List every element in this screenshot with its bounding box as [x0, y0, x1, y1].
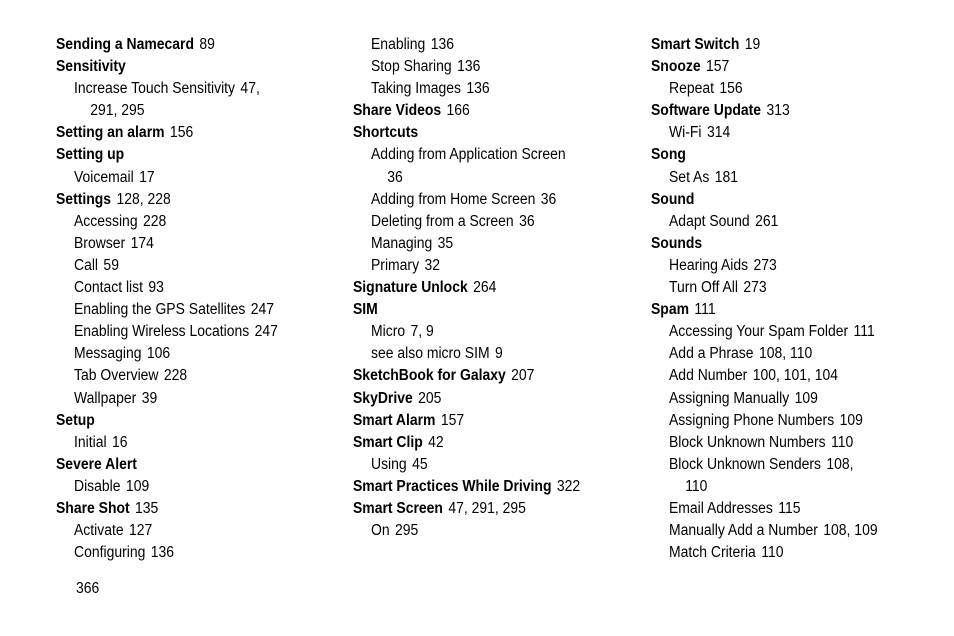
index-term: 110 — [685, 477, 708, 495]
index-term: Manually Add a Number — [669, 522, 818, 540]
index-entry — [353, 410, 614, 432]
index-subentry — [353, 34, 614, 56]
index-term: Accessing — [74, 212, 138, 230]
index-entry — [353, 277, 614, 299]
index-continuation — [56, 100, 317, 122]
index-subentry — [56, 299, 317, 321]
index-page-ref: 136 — [150, 544, 175, 562]
index-entry — [651, 299, 912, 321]
index-subentry — [353, 233, 614, 255]
index-page-ref: 108, 110 — [758, 345, 813, 363]
index-entry — [651, 100, 912, 122]
index-term: Micro — [371, 323, 406, 341]
index-term: Add Number — [669, 367, 748, 385]
index-page-ref: 36 — [540, 190, 557, 208]
index-term: Smart Practices While Driving — [353, 477, 552, 495]
index-subentry — [56, 277, 317, 299]
index-term: Assigning Manually — [669, 389, 790, 407]
index-page-ref: 32 — [424, 256, 440, 274]
index-page-ref: 17 — [139, 168, 155, 186]
index-term: Share Videos — [353, 102, 442, 120]
index-page-ref: 322 — [556, 477, 581, 495]
index-term: Shortcuts — [353, 124, 419, 142]
index-term: Smart Screen — [353, 499, 443, 517]
index-term: Repeat — [669, 80, 714, 98]
index-page-ref: 111 — [694, 301, 716, 319]
index-page-ref: 93 — [148, 279, 164, 297]
index-entry — [353, 498, 614, 520]
index-term: SkyDrive — [353, 389, 413, 407]
index-entry — [56, 498, 317, 520]
index-continuation — [651, 476, 912, 498]
index-column-3 — [651, 34, 912, 564]
index-term: Wi-Fi — [669, 124, 702, 142]
index-subentry — [651, 343, 912, 365]
index-subentry — [651, 167, 912, 189]
index-term: Sound — [651, 190, 695, 208]
index-subentry — [651, 432, 912, 454]
index-term: Smart Clip — [353, 433, 423, 451]
index-term: Add a Phrase — [669, 345, 754, 363]
index-term: Call — [74, 256, 99, 274]
index-term: Sensitivity — [56, 58, 126, 76]
index-term: SketchBook for Galaxy — [353, 367, 506, 385]
index-page-ref: 228 — [142, 212, 167, 230]
index-subentry — [353, 321, 614, 343]
index-term: Deleting from a Screen — [371, 212, 514, 230]
index-term: Snooze — [651, 58, 701, 76]
index-subentry — [651, 454, 912, 476]
index-term: Activate — [74, 522, 124, 540]
index-page-ref: 100, 101, 104 — [752, 367, 839, 385]
index-page-ref: 110 — [831, 433, 854, 451]
index-page-ref: 89 — [199, 36, 215, 53]
index-subentry — [651, 122, 912, 144]
index-subentry — [56, 520, 317, 542]
index-term: Enabling — [371, 36, 426, 53]
index-entry — [56, 122, 317, 144]
index-page-ref: 273 — [753, 256, 777, 274]
index-page-ref: 36 — [519, 212, 535, 230]
index-subentry — [353, 78, 614, 100]
index-page-ref: 136 — [430, 36, 454, 53]
index-page-ref: 314 — [706, 124, 731, 142]
index-subentry — [56, 167, 317, 189]
index-term: Block Unknown Senders — [669, 455, 821, 473]
index-term: Configuring — [74, 544, 146, 562]
index-term: Tab Overview — [74, 367, 159, 385]
index-term: Voicemail — [74, 168, 134, 186]
index-page-ref: 47, — [240, 80, 260, 98]
index-term: Block Unknown Numbers — [669, 433, 826, 451]
index-subentry — [56, 321, 317, 343]
index-subentry — [651, 520, 912, 542]
index-page-ref: 106 — [146, 345, 171, 363]
index-subentry — [56, 542, 317, 564]
index-subentry — [56, 255, 317, 277]
index-term: Spam — [651, 301, 689, 319]
index-page-ref: 247 — [250, 301, 275, 319]
index-entry — [353, 122, 614, 144]
index-page-ref: 109 — [794, 389, 818, 407]
index-page-ref: 247 — [254, 323, 278, 341]
index-term: Accessing Your Spam Folder — [669, 323, 849, 341]
index-page-ref: 295 — [395, 522, 419, 540]
index-entry — [651, 189, 912, 211]
index-term: Enabling Wireless Locations — [74, 323, 250, 341]
index-page-ref: 109 — [125, 477, 150, 495]
index-page-ref: 115 — [778, 499, 801, 517]
index-subentry — [56, 233, 317, 255]
index-subentry — [56, 365, 317, 387]
index-term: Adding from Home Screen — [371, 190, 536, 208]
index-page-ref: 16 — [111, 433, 128, 451]
index-term: On — [371, 522, 390, 540]
index-page-ref: 157 — [706, 58, 730, 76]
index-entry — [353, 476, 614, 498]
index-term: 36 — [387, 168, 403, 186]
index-subentry — [651, 498, 912, 520]
index-entry — [56, 144, 317, 166]
index-term: Adapt Sound — [669, 212, 750, 230]
index-term: Messaging — [74, 345, 142, 363]
index-page-ref: 128, 228 — [116, 190, 171, 208]
index-entry — [56, 56, 317, 78]
index-subentry — [353, 520, 614, 542]
index-subentry — [353, 189, 614, 211]
index-column-2 — [353, 34, 614, 542]
index-term: Sounds — [651, 234, 703, 252]
index-term: Severe Alert — [56, 455, 137, 473]
index-term: Wallpaper — [74, 389, 137, 407]
index-subentry — [353, 144, 614, 166]
index-page-ref: 19 — [744, 36, 761, 53]
page-number: 366 — [76, 580, 100, 597]
index-subentry — [353, 56, 614, 78]
index-subentry — [56, 343, 317, 365]
index-subentry — [651, 277, 912, 299]
index-page-ref: 59 — [103, 256, 119, 274]
index-subentry — [56, 388, 317, 410]
index-page-ref: 136 — [457, 58, 481, 76]
index-page-ref: 35 — [437, 234, 454, 252]
index-term: Signature Unlock — [353, 279, 468, 297]
index-subentry — [651, 365, 912, 387]
index-term: 291, 295 — [90, 102, 145, 120]
index-page-ref: 39 — [141, 389, 158, 407]
index-entry — [56, 410, 317, 432]
index-page-ref: 108, 109 — [823, 522, 878, 540]
index-subentry — [56, 78, 317, 100]
index-subentry — [353, 255, 614, 277]
index-term: Adding from Application Screen — [371, 146, 566, 164]
index-term: Sending a Namecard — [56, 36, 194, 53]
index-page-ref: 273 — [743, 279, 767, 297]
index-page-ref: 156 — [719, 80, 743, 98]
index-term: SIM — [353, 301, 378, 319]
index-term: Enabling the GPS Satellites — [74, 301, 246, 319]
index-subentry — [651, 388, 912, 410]
index-page-ref: 111 — [853, 323, 875, 341]
index-page-ref: 45 — [412, 455, 428, 473]
index-subentry — [651, 410, 912, 432]
index-entry — [56, 189, 317, 211]
index-entry — [353, 432, 614, 454]
index-page-ref: 108, — [826, 455, 854, 473]
index-term: Song — [651, 146, 686, 164]
index-page-ref: 110 — [761, 544, 784, 562]
index-subentry — [651, 78, 912, 100]
index-page-ref: 7, 9 — [410, 323, 434, 341]
index-term: Set As — [669, 168, 710, 186]
index-subentry — [353, 343, 614, 365]
index-page-ref: 205 — [418, 389, 442, 407]
index-subentry — [56, 432, 317, 454]
index-subentry — [56, 211, 317, 233]
index-subentry — [56, 476, 317, 498]
index-term: Using — [371, 455, 407, 473]
index-column-1 — [56, 34, 317, 564]
index-page-ref: 136 — [466, 80, 490, 98]
index-term: Contact list — [74, 279, 144, 297]
index-continuation — [353, 167, 614, 189]
index-term: see also micro SIM — [371, 345, 490, 363]
index-term: Smart Switch — [651, 36, 740, 53]
index-term: Software Update — [651, 102, 762, 120]
index-page-ref: 264 — [473, 279, 497, 297]
index-term: Initial — [74, 433, 107, 451]
index-entry — [651, 34, 912, 56]
index-page-ref: 181 — [714, 168, 739, 186]
index-term: Settings — [56, 190, 112, 208]
index-entry — [353, 365, 614, 387]
index-page-ref: 228 — [163, 367, 188, 385]
index-term: Share Shot — [56, 499, 130, 517]
index-page-ref: 135 — [135, 499, 159, 517]
index-entry — [353, 100, 614, 122]
index-entry — [353, 388, 614, 410]
index-term: Setting an alarm — [56, 124, 165, 142]
index-term: Match Criteria — [669, 544, 756, 562]
index-term: Hearing Aids — [669, 256, 749, 274]
index-entry — [56, 454, 317, 476]
index-term: Smart Alarm — [353, 411, 436, 429]
index-page-ref: 157 — [440, 411, 465, 429]
index-entry — [651, 233, 912, 255]
index-page-ref: 156 — [169, 124, 194, 142]
index-term: Stop Sharing — [371, 58, 452, 76]
index-term: Taking Images — [371, 80, 461, 98]
index-subentry — [651, 542, 912, 564]
index-page-ref: 109 — [839, 411, 863, 429]
index-subentry — [353, 454, 614, 476]
index-term: Email Addresses — [669, 499, 773, 517]
index-page-ref: 313 — [766, 102, 790, 120]
index-term: Managing — [371, 234, 433, 252]
index-page-ref: 47, 291, 295 — [448, 499, 526, 517]
index-subentry — [651, 211, 912, 233]
index-subentry — [651, 321, 912, 343]
index-term: Setup — [56, 411, 95, 429]
index-subentry — [353, 211, 614, 233]
index-term: Primary — [371, 256, 420, 274]
index-page-ref: 166 — [446, 102, 470, 120]
index-entry — [56, 34, 317, 56]
index-term: Browser — [74, 234, 126, 252]
index-term: Assigning Phone Numbers — [669, 411, 835, 429]
index-page-ref: 9 — [495, 345, 503, 363]
index-entry — [353, 299, 614, 321]
index-page-ref: 42 — [428, 433, 444, 451]
index-entry — [651, 144, 912, 166]
index-page-ref: 127 — [129, 522, 153, 540]
index-subentry — [651, 255, 912, 277]
index-term: Disable — [74, 477, 121, 495]
index-term: Turn Off All — [669, 279, 739, 297]
index-page-ref: 174 — [130, 234, 154, 252]
index-term: Increase Touch Sensitivity — [74, 80, 236, 98]
index-page-ref: 207 — [511, 367, 535, 385]
index-term: Setting up — [56, 146, 125, 164]
index-page-ref: 261 — [755, 212, 779, 230]
index-entry — [651, 56, 912, 78]
